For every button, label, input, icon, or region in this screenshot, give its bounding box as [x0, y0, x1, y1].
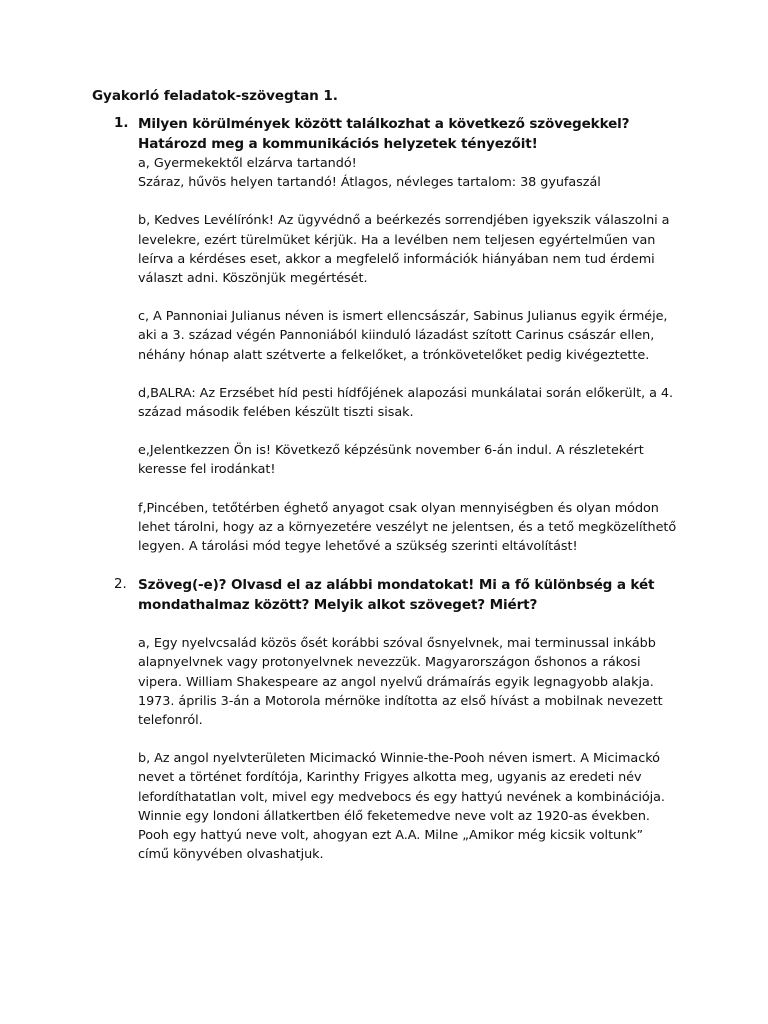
task-1-item-f: f,Pincében, tetőtérben éghető anyagot csak olyan mennyiségben és olyan módon lehet tárolni, hogy az a környezetére veszélyt ne jelentsen, és a tető megközelíthető legyen. A tárolási mód tegye lehetővé a szükség szerinti eltávolítást! — [138, 500, 677, 555]
document-title: Gyakorló feladatok-szövegtan 1. — [92, 88, 338, 104]
task-2-item-a: a, Egy nyelvcsalád közös ősét korábbi szóval ősnyelvnek, mai terminussal inkább alapnyelvnek vagy protonyelvnek nevezzük. Magyarországon őshonos a rákosi vipera. William Shakespeare az angol nyelvű drámaírás egyik legnagyobb alakja. 1973. április 3-án a Motorola mérnöke indította az első hívást a mobilnak nevezett telefonról. — [138, 636, 663, 729]
task-1-item-c: c, A Pannoniai Julianus néven is ismert ellencsászár, Sabinus Julianus egyik érméje, aki a 3. század végén Pannoniából kiinduló lázadást szított Carinus császár ellen, néhány hónap alatt szétverte a felkelőket, a trónkövetelőket pedig kivégeztette. — [138, 309, 668, 363]
task-1-question: Milyen körülmények között találkozhat a következő szövegekkel? Határozd meg a kommunikációs helyzetek tényezőit! — [138, 116, 630, 152]
task-2 — [92, 575, 678, 864]
task-1-item-a-line2: Száraz, hűvös helyen tartandó! Átlagos, névleges tartalom: 38 gyufaszál — [138, 175, 601, 191]
task-2-body — [138, 575, 678, 864]
task-1 — [92, 114, 678, 556]
task-2-number: 2. — [114, 577, 127, 593]
task-1-item-a-line1: a, Gyermekektől elzárva tartandó! — [138, 156, 357, 171]
task-1-number: 1. — [114, 116, 129, 131]
task-1-body — [138, 114, 678, 556]
task-1-item-b: b, Kedves Levélírónk! Az ügyvédnő a beérkezés sorrendjében igyekszik válaszolni a levelekre, ezért türelmüket kérjük. Ha a levélben nem teljesen egyértelműen van leírva a kérdéses eset, akkor a megfelelő információk hiányában nem tud érdemi választ adni. Köszönjük megértését. — [138, 213, 670, 287]
task-2-item-b: b, Az angol nyelvterületen Micimackó Winnie-the-Pooh néven ismert. A Micimackó nevet a történet fordítója, Karinthy Frigyes alkotta meg, ugyanis az eredeti név lefordíthatatlan volt, mivel egy medvebocs és egy hattyú nevének a kombinációja. Winnie egy londoni állatkertben élő feketemedve neve volt az 1920-as években. Pooh egy hattyú neve volt, ahogyan ezt A.A. Milne „Amikor még kicsik voltunk” című könyvében olvashatjuk. — [138, 751, 665, 863]
task-2-question: Szöveg(-e)? Olvasd el az alábbi mondatokat! Mi a fő különbség a két mondathalmaz között? Melyik alkot szöveget? Miért? — [138, 577, 655, 614]
task-1-item-d: d,BALRA: Az Erzsébet híd pesti hídfőjének alapozási munkálatai során előkerült, a 4. század második felében készült tiszti sisak. — [138, 385, 674, 421]
task-1-item-e: e,Jelentkezzen Ön is! Következő képzésünk november 6-án indul. A részletekért keresse fel irodánkat! — [138, 443, 644, 478]
